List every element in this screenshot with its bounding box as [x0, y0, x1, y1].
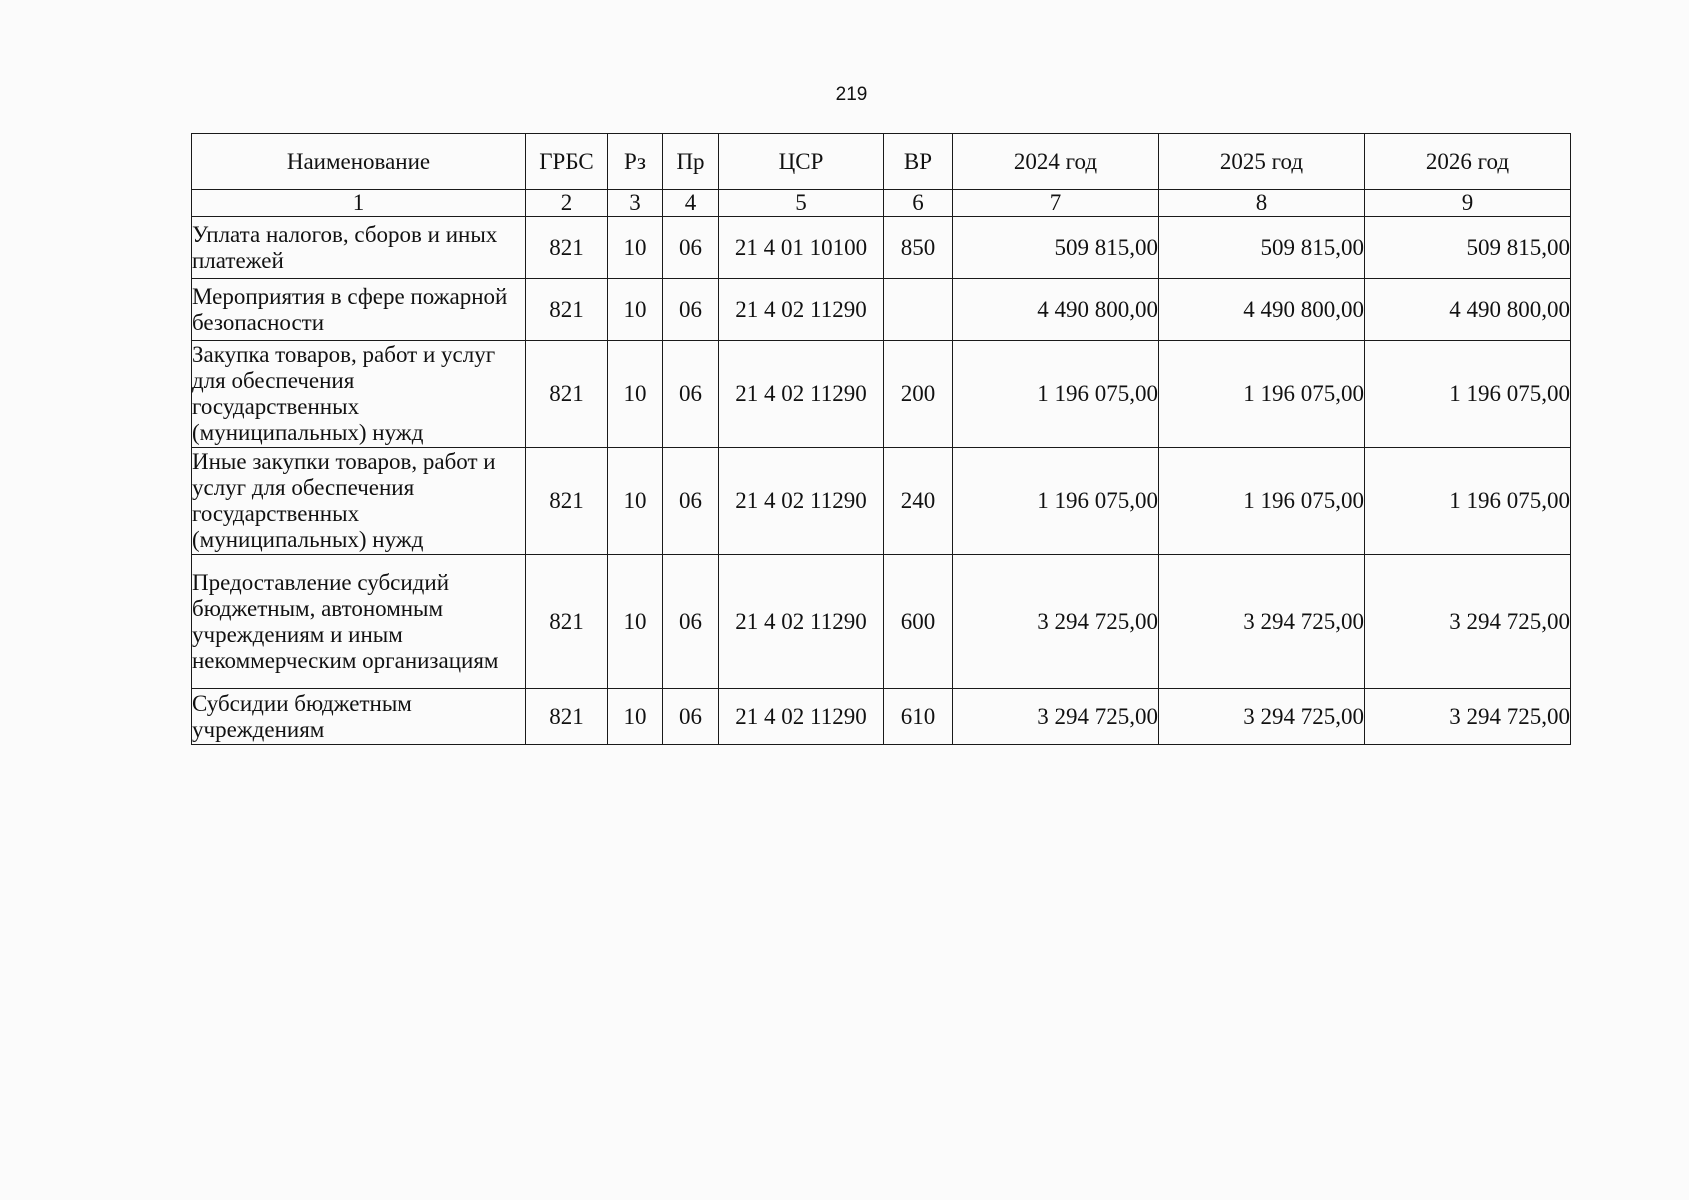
- row-rz: 10: [608, 341, 663, 448]
- row-csr: 21 4 02 11290: [719, 279, 884, 341]
- row-amount-2024: 3 294 725,00: [953, 689, 1159, 745]
- row-csr: 21 4 02 11290: [719, 689, 884, 745]
- row-rz: 10: [608, 279, 663, 341]
- row-csr: 21 4 01 10100: [719, 217, 884, 279]
- row-rz: 10: [608, 217, 663, 279]
- row-csr: 21 4 02 11290: [719, 555, 884, 689]
- row-amount-2025: 3 294 725,00: [1159, 689, 1365, 745]
- header-pr: Пр: [663, 134, 719, 190]
- row-pr: 06: [663, 217, 719, 279]
- row-amount-2025: 1 196 075,00: [1159, 341, 1365, 448]
- row-amount-2024: 1 196 075,00: [953, 341, 1159, 448]
- row-amount-2026: 3 294 725,00: [1365, 689, 1571, 745]
- row-amount-2025: 4 490 800,00: [1159, 279, 1365, 341]
- row-grbs: 821: [526, 689, 608, 745]
- header-name: Наименование: [192, 134, 526, 190]
- row-pr: 06: [663, 448, 719, 555]
- header-vr: ВР: [884, 134, 953, 190]
- row-csr: 21 4 02 11290: [719, 448, 884, 555]
- header-row: [192, 134, 1571, 190]
- row-pr: 06: [663, 341, 719, 448]
- row-amount-2025: 3 294 725,00: [1159, 555, 1365, 689]
- row-vr: [884, 279, 953, 341]
- column-number: 7: [953, 190, 1159, 217]
- row-grbs: 821: [526, 279, 608, 341]
- row-grbs: 821: [526, 555, 608, 689]
- page-number: 219: [835, 84, 868, 105]
- row-pr: 06: [663, 689, 719, 745]
- row-name: Уплата налогов, сборов и иных платежей: [192, 217, 526, 279]
- row-amount-2024: 4 490 800,00: [953, 279, 1159, 341]
- row-vr: 200: [884, 341, 953, 448]
- row-amount-2024: 509 815,00: [953, 217, 1159, 279]
- row-rz: 10: [608, 555, 663, 689]
- row-amount-2025: 1 196 075,00: [1159, 448, 1365, 555]
- table-row: [192, 279, 1571, 341]
- budget-table: [191, 133, 1571, 745]
- row-csr: 21 4 02 11290: [719, 341, 884, 448]
- row-grbs: 821: [526, 217, 608, 279]
- row-amount-2025: 509 815,00: [1159, 217, 1365, 279]
- row-vr: 600: [884, 555, 953, 689]
- row-amount-2026: 509 815,00: [1365, 217, 1571, 279]
- column-number: 4: [663, 190, 719, 217]
- row-name: Мероприятия в сфере пожарной безопасности: [192, 279, 526, 341]
- table-row: [192, 555, 1571, 689]
- table-row: [192, 448, 1571, 555]
- row-amount-2024: 1 196 075,00: [953, 448, 1159, 555]
- row-name: Субсидии бюджетным учреждениям: [192, 689, 526, 745]
- header-2024: 2024 год: [953, 134, 1159, 190]
- row-amount-2026: 4 490 800,00: [1365, 279, 1571, 341]
- row-amount-2026: 1 196 075,00: [1365, 448, 1571, 555]
- row-name: Закупка товаров, работ и услуг для обеспечения государственных (муниципальных) нужд: [192, 341, 526, 448]
- row-pr: 06: [663, 279, 719, 341]
- header-grbs: ГРБС: [526, 134, 608, 190]
- row-amount-2026: 3 294 725,00: [1365, 555, 1571, 689]
- column-number: 1: [192, 190, 526, 217]
- table-row: [192, 341, 1571, 448]
- row-name: Предоставление субсидий бюджетным, автономным учреждениям и иным некоммерческим организациям: [192, 555, 526, 689]
- row-amount-2026: 1 196 075,00: [1365, 341, 1571, 448]
- header-2026: 2026 год: [1365, 134, 1571, 190]
- column-number: 5: [719, 190, 884, 217]
- row-amount-2024: 3 294 725,00: [953, 555, 1159, 689]
- column-number: 8: [1159, 190, 1365, 217]
- row-vr: 240: [884, 448, 953, 555]
- header-rz: Рз: [608, 134, 663, 190]
- column-number: 3: [608, 190, 663, 217]
- column-number: 9: [1365, 190, 1571, 217]
- row-rz: 10: [608, 689, 663, 745]
- row-rz: 10: [608, 448, 663, 555]
- column-number: 6: [884, 190, 953, 217]
- row-pr: 06: [663, 555, 719, 689]
- row-grbs: 821: [526, 448, 608, 555]
- header-2025: 2025 год: [1159, 134, 1365, 190]
- row-vr: 610: [884, 689, 953, 745]
- column-number-row: [192, 190, 1571, 217]
- row-name: Иные закупки товаров, работ и услуг для обеспечения государственных (муниципальных) нужд: [192, 448, 526, 555]
- column-number: 2: [526, 190, 608, 217]
- header-csr: ЦСР: [719, 134, 884, 190]
- table-row: [192, 689, 1571, 745]
- table-row: [192, 217, 1571, 279]
- row-grbs: 821: [526, 341, 608, 448]
- row-vr: 850: [884, 217, 953, 279]
